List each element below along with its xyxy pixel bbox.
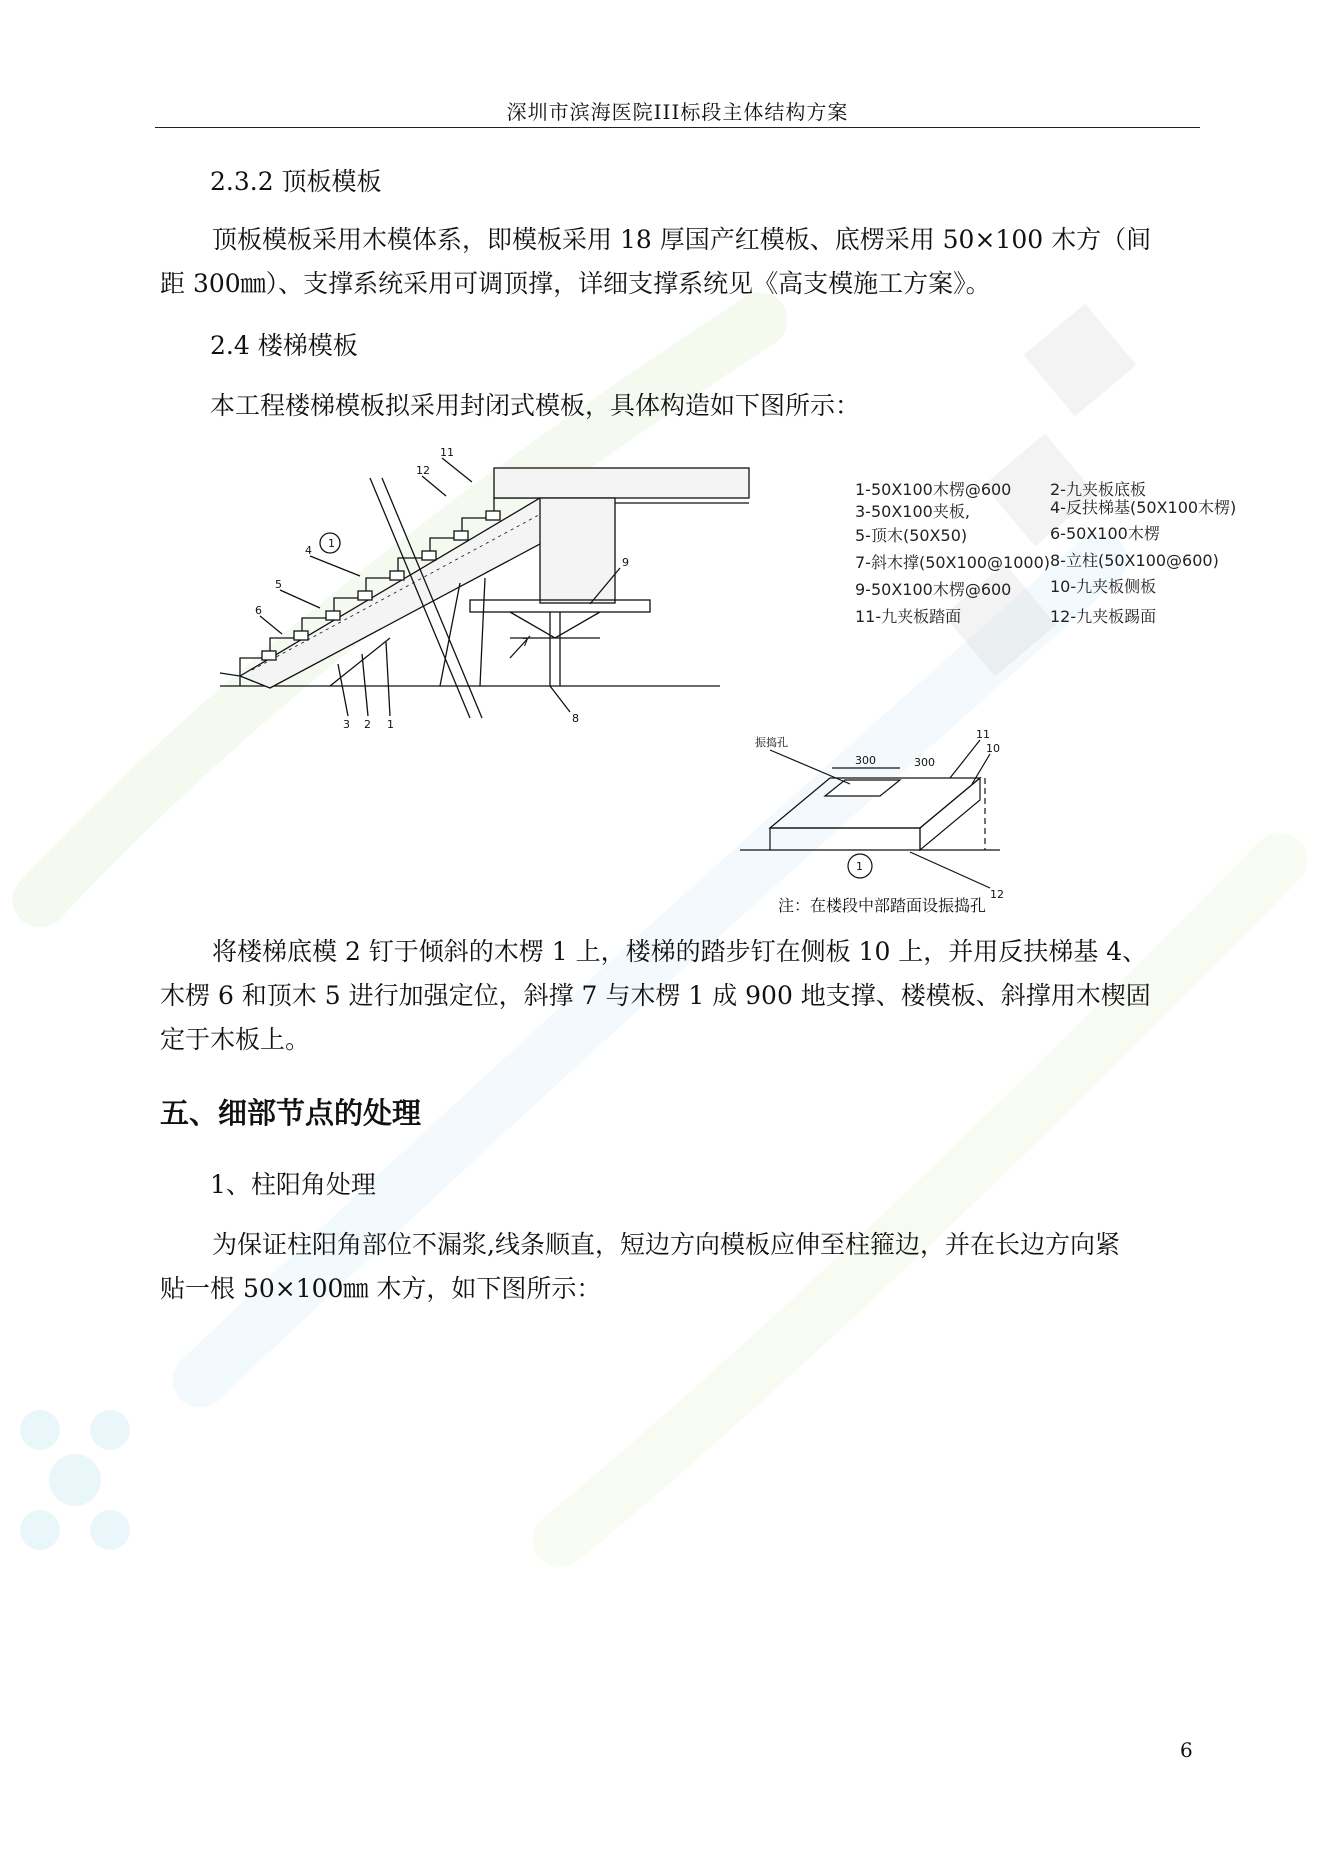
fig-label-7: 7 — [522, 636, 529, 649]
chapter-5-sub1: 1、柱阳角处理 — [210, 1170, 376, 1199]
page-number: 6 — [1180, 1738, 1193, 1762]
section-24-body: 本工程楼梯模板拟采用封闭式模板，具体构造如下图所示： — [210, 391, 861, 420]
section-24-heading: 2.4 楼梯模板 — [210, 331, 358, 360]
legend-item-5: 5-顶木(50X50) — [855, 526, 968, 545]
detail-hole-label: 振捣孔 — [755, 736, 788, 749]
detail-dim-width: 300 — [855, 754, 876, 767]
chapter-5-body-line1: 为保证柱阳角部位不漏浆,线条顺直，短边方向模板应伸至柱箍边，并在长边方向紧 — [212, 1230, 1120, 1259]
stair-description-line2: 木楞 6 和顶木 5 进行加强定位，斜撑 7 与木楞 1 成 900 地支撑、楼模板、斜撑用木楔固 — [160, 981, 1151, 1010]
legend-item-11: 11-九夹板踏面 — [855, 607, 962, 626]
section-232-body-line1: 顶板模板采用木模体系，即模板采用 18 厚国产红模板、底楞采用 50×100 木方（间 — [212, 225, 1152, 254]
section-232-body — [160, 218, 1185, 306]
chapter-5-heading: 五、细部节点的处理 — [160, 1096, 422, 1130]
section-232-heading: 2.3.2 顶板模板 — [210, 167, 382, 196]
detail-tag: 1 — [856, 860, 863, 873]
fig-label-2: 2 — [364, 718, 371, 731]
fig-label-3: 3 — [343, 718, 350, 731]
legend-item-2: 2-九夹板底板 — [1050, 480, 1146, 499]
fig-label-6: 6 — [255, 604, 262, 617]
header-title: 深圳市滨海医院III标段主体结构方案 — [506, 100, 849, 124]
fig-label-8: 8 — [572, 712, 579, 725]
fig-label-4: 4 — [305, 544, 312, 557]
fig-label-11: 11 — [440, 448, 454, 459]
fig-label-5: 5 — [275, 578, 282, 591]
header-rule — [155, 127, 1200, 128]
detail-label-10: 10 — [986, 742, 1000, 755]
fig-label-1: 1 — [387, 718, 394, 731]
legend-item-6: 6-50X100木楞 — [1050, 524, 1160, 543]
legend-item-12: 12-九夹板踢面 — [1050, 607, 1157, 626]
detail-label-11: 11 — [976, 728, 990, 741]
chapter-5-body-line2: 贴一根 50×100㎜ 木方，如下图所示： — [160, 1274, 602, 1303]
legend-item-3: 3-50X100夹板, — [855, 502, 970, 521]
stair-description-line1: 将楼梯底模 2 钉于倾斜的木楞 1 上，楼梯的踏步钉在侧板 10 上，并用反扶梯基 4、 — [212, 937, 1148, 966]
legend-item-9: 9-50X100木楞@600 — [855, 580, 1012, 599]
legend-item-7: 7-斜木撑(50X100@1000) — [855, 553, 1051, 572]
legend-item-1: 1-50X100木楞@600 — [855, 480, 1012, 499]
figure-note: 注：在楼段中部踏面设振捣孔 — [778, 896, 987, 915]
legend-item-8: 8-立柱(50X100@600) — [1050, 551, 1219, 570]
fig-label-12: 12 — [416, 464, 430, 477]
watermark-flower-icon — [20, 1410, 130, 1550]
detail-label-12: 12 — [990, 888, 1004, 901]
stair-description-line3: 定于木板上。 — [160, 1025, 311, 1054]
detail-dim-depth: 300 — [914, 756, 935, 769]
legend-item-10: 10-九夹板侧板 — [1050, 577, 1157, 596]
section-232-body-line2: 距 300㎜）、支撑系统采用可调顶撑，详细支撑系统见《高支模施工方案》。 — [160, 269, 991, 298]
stair-description — [160, 930, 1185, 1062]
fig-label-9: 9 — [622, 556, 629, 569]
chapter-5-body — [160, 1223, 1185, 1311]
fig-section-mark: 1 — [328, 537, 335, 550]
legend-item-4: 4-反扶梯基(50X100木楞) — [1050, 498, 1237, 517]
